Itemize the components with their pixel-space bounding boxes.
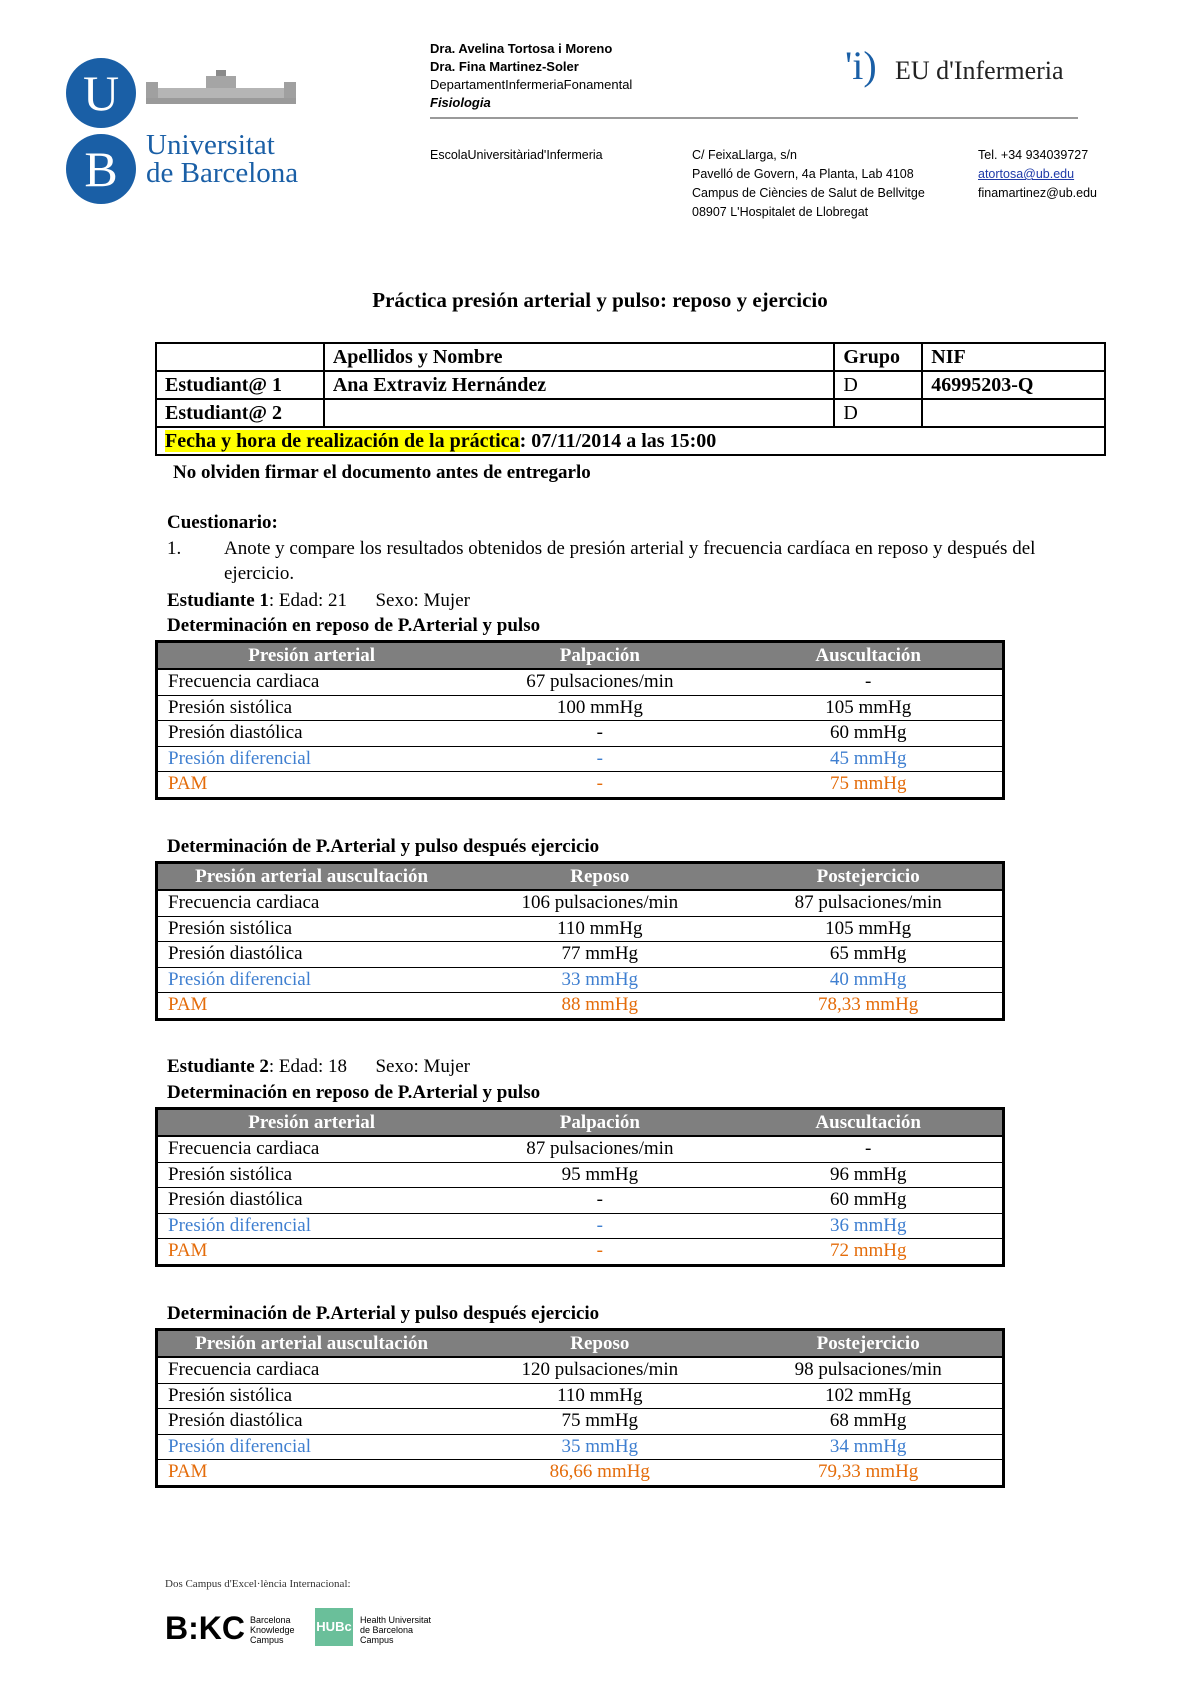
building-icon xyxy=(146,70,296,110)
table-row xyxy=(157,1434,1004,1460)
table-row xyxy=(156,343,1105,371)
row-label: PAM xyxy=(157,1460,466,1487)
table-row xyxy=(157,1188,1004,1214)
table-row xyxy=(157,890,1004,916)
table-cell: - xyxy=(465,1213,734,1239)
row-label: Presión sistólica xyxy=(157,695,466,721)
table-cell: 33 mmHg xyxy=(465,967,734,993)
row-label: Frecuencia cardiaca xyxy=(157,890,466,916)
column-header: Auscultación xyxy=(734,1109,1003,1137)
table-row xyxy=(157,1409,1004,1435)
address-line: Pavelló de Govern, 4a Planta, Lab 4108 xyxy=(692,167,914,181)
table-row xyxy=(157,993,1004,1020)
row-label: Frecuencia cardiaca xyxy=(157,1357,466,1383)
column-header: Postejercicio xyxy=(734,863,1003,891)
student-name[interactable]: Ana Extraviz Hernández xyxy=(324,371,835,399)
ub-logo-b: B xyxy=(66,134,136,204)
phone: Tel. +34 934039727 xyxy=(978,148,1089,162)
table-row xyxy=(157,1383,1004,1409)
table-cell: 34 mmHg xyxy=(734,1434,1003,1460)
bkc-caption-line: Barcelona xyxy=(250,1615,291,1625)
student-name[interactable] xyxy=(324,399,835,427)
column-header: Palpación xyxy=(465,642,734,670)
authors-block xyxy=(430,40,632,112)
table-cell: - xyxy=(465,772,734,799)
table-cell: 45 mmHg xyxy=(734,746,1003,772)
table-cell: 75 mmHg xyxy=(734,772,1003,799)
bkc-logo: B:KC xyxy=(165,1610,245,1646)
address-line: Campus de Ciències de Salut de Bellvitge xyxy=(692,186,925,200)
ub-name-line2: de Barcelona xyxy=(146,157,299,189)
row-label: Presión diferencial xyxy=(157,1434,466,1460)
table-row xyxy=(157,1136,1004,1162)
student2-exercise-title: Determinación de P.Arterial y pulso después ejercicio xyxy=(167,1303,600,1324)
bkc-caption xyxy=(250,1615,295,1645)
header-nif: NIF xyxy=(922,343,1105,371)
table-cell: 68 mmHg xyxy=(734,1409,1003,1435)
table-cell: 95 mmHg xyxy=(465,1162,734,1188)
table-cell: - xyxy=(465,721,734,747)
table-cell: 72 mmHg xyxy=(734,1239,1003,1266)
row-label: PAM xyxy=(157,1239,466,1266)
column-header: Presión arterial auscultación xyxy=(157,863,466,891)
student2-rest-title: Determinación en reposo de P.Arterial y pulso xyxy=(167,1082,541,1103)
table-cell: 60 mmHg xyxy=(734,721,1003,747)
hubc-caption xyxy=(360,1615,431,1645)
table-row xyxy=(157,1162,1004,1188)
table-cell: - xyxy=(465,1239,734,1266)
table-cell: 78,33 mmHg xyxy=(734,993,1003,1020)
ub-logo-u: U xyxy=(66,58,136,128)
student1-info: : Edad: 21 Sexo: Mujer xyxy=(268,590,470,611)
table-cell: 88 mmHg xyxy=(465,993,734,1020)
eu-logo-text: EU d'Infermeria xyxy=(895,56,1064,85)
table-row xyxy=(157,916,1004,942)
table-cell: 110 mmHg xyxy=(465,1383,734,1409)
table-cell: 75 mmHg xyxy=(465,1409,734,1435)
table-cell: 35 mmHg xyxy=(465,1434,734,1460)
table-cell: 86,66 mmHg xyxy=(465,1460,734,1487)
student-nif[interactable]: 46995203-Q xyxy=(922,371,1105,399)
table-cell: 87 pulsaciones/min xyxy=(734,890,1003,916)
row-label: PAM xyxy=(157,993,466,1020)
sign-note: No olviden firmar el documento antes de entregarlo xyxy=(173,462,591,483)
table-cell: - xyxy=(734,1136,1003,1162)
table-cell: 105 mmHg xyxy=(734,695,1003,721)
hubc-caption-line: de Barcelona xyxy=(360,1625,414,1635)
bkc-caption-line: Knowledge xyxy=(250,1625,295,1635)
row-label: Frecuencia cardiaca xyxy=(157,669,466,695)
table-cell: 77 mmHg xyxy=(465,942,734,968)
table-cell: 40 mmHg xyxy=(734,967,1003,993)
column-header: Presión arterial xyxy=(157,642,466,670)
table-row xyxy=(157,1460,1004,1487)
student2-info: : Edad: 18 Sexo: Mujer xyxy=(268,1056,470,1077)
hubc-caption-line: Campus xyxy=(360,1635,394,1645)
student1-exercise-title: Determinación de P.Arterial y pulso después ejercicio xyxy=(167,836,600,857)
student2-line xyxy=(167,1056,470,1078)
student-group[interactable]: D xyxy=(834,371,922,399)
eu-infermeria-logo xyxy=(845,42,1105,98)
student2-rest-table xyxy=(155,1107,1005,1267)
table-cell: 106 pulsaciones/min xyxy=(465,890,734,916)
campus-logos xyxy=(165,1610,465,1650)
hubc-caption-line: Health Universitat xyxy=(360,1615,432,1625)
page-title: Práctica presión arterial y pulso: reposo y ejercicio xyxy=(372,288,828,312)
table-cell: 110 mmHg xyxy=(465,916,734,942)
table-cell: 96 mmHg xyxy=(734,1162,1003,1188)
question-text: Anote y compare los resultados obtenidos de presión arterial y frecuencia cardíaca en reposo y después del ejercicio. xyxy=(224,538,1036,584)
table-cell: - xyxy=(465,1188,734,1214)
row-label: Presión diastólica xyxy=(157,942,466,968)
row-label: Presión sistólica xyxy=(157,916,466,942)
school-name: EscolaUniversitàriad'Infermeria xyxy=(430,148,603,162)
table-row xyxy=(157,1239,1004,1266)
student1-exercise-table xyxy=(155,861,1005,1021)
table-cell: 100 mmHg xyxy=(465,695,734,721)
row-label: Presión diastólica xyxy=(157,1409,466,1435)
bkc-caption-line: Campus xyxy=(250,1635,284,1645)
column-header: Auscultación xyxy=(734,642,1003,670)
student1-label: Estudiante 1 xyxy=(167,590,269,611)
column-header: Reposo xyxy=(465,863,734,891)
table-cell: 98 pulsaciones/min xyxy=(734,1357,1003,1383)
subject: Fisiologia xyxy=(430,95,491,110)
row-label: Presión diferencial xyxy=(157,1213,466,1239)
table-cell: - xyxy=(734,669,1003,695)
contact-block xyxy=(978,146,1097,203)
table-row xyxy=(157,1357,1004,1383)
eu-i-icon: 'i) xyxy=(845,43,877,88)
cuestionario-heading: Cuestionario: xyxy=(167,512,278,533)
table-row xyxy=(157,746,1004,772)
column-header: Postejercicio xyxy=(734,1330,1003,1358)
student1-line xyxy=(167,590,470,612)
question-number: 1. xyxy=(167,538,182,559)
table-row xyxy=(157,1213,1004,1239)
student-nif[interactable] xyxy=(922,399,1105,427)
row-label: Presión sistólica xyxy=(157,1162,466,1188)
footer-caption: Dos Campus d'Excel·lència Internacional: xyxy=(165,1578,351,1590)
table-row xyxy=(156,399,1105,427)
header-name: Apellidos y Nombre xyxy=(324,343,835,371)
table-cell: 67 pulsaciones/min xyxy=(465,669,734,695)
table-row xyxy=(156,371,1105,399)
ub-name xyxy=(146,131,298,187)
student2-label: Estudiante 2 xyxy=(167,1056,269,1077)
table-cell: 120 pulsaciones/min xyxy=(465,1357,734,1383)
table-cell: 87 pulsaciones/min xyxy=(465,1136,734,1162)
hubc-logo: HUBc xyxy=(315,1608,353,1646)
student-label: Estudiant@ 2 xyxy=(156,399,324,427)
address-line: C/ FeixaLlarga, s/n xyxy=(692,148,797,162)
table-cell: 65 mmHg xyxy=(734,942,1003,968)
table-row xyxy=(157,669,1004,695)
table-cell: 105 mmHg xyxy=(734,916,1003,942)
table-header-row xyxy=(157,642,1004,670)
column-header: Palpación xyxy=(465,1109,734,1137)
column-header: Presión arterial xyxy=(157,1109,466,1137)
student1-rest-table xyxy=(155,640,1005,800)
department: DepartamentInfermeriaFonamental xyxy=(430,77,633,92)
student-info-table xyxy=(155,342,1106,456)
row-label: Presión diastólica xyxy=(157,1188,466,1214)
table-cell: 102 mmHg xyxy=(734,1383,1003,1409)
row-label: Presión diastólica xyxy=(157,721,466,747)
address-block xyxy=(692,146,925,222)
row-label: PAM xyxy=(157,772,466,799)
header-divider xyxy=(430,117,1078,119)
table-header-row xyxy=(157,1330,1004,1358)
author-2: Dra. Fina Martinez-Soler xyxy=(430,59,579,74)
table-cell: 60 mmHg xyxy=(734,1188,1003,1214)
table-header-row xyxy=(157,1109,1004,1137)
table-cell: 36 mmHg xyxy=(734,1213,1003,1239)
table-row xyxy=(157,721,1004,747)
table-cell: 79,33 mmHg xyxy=(734,1460,1003,1487)
ub-logo xyxy=(66,56,316,206)
row-label: Presión diferencial xyxy=(157,967,466,993)
table-header-row xyxy=(157,863,1004,891)
student2-exercise-table xyxy=(155,1328,1005,1488)
header-group: Grupo xyxy=(834,343,922,371)
ub-name-line1: Universitat xyxy=(146,129,275,161)
table-cell xyxy=(156,343,324,371)
date-value: : 07/11/2014 a las 15:00 xyxy=(519,429,717,452)
email-2: finamartinez@ub.edu xyxy=(978,186,1098,200)
date-cell xyxy=(156,427,1105,455)
student-label: Estudiant@ 1 xyxy=(156,371,324,399)
row-label: Presión diferencial xyxy=(157,746,466,772)
table-row xyxy=(156,427,1105,455)
row-label: Presión sistólica xyxy=(157,1383,466,1409)
column-header: Presión arterial auscultación xyxy=(157,1330,466,1358)
column-header: Reposo xyxy=(465,1330,734,1358)
row-label: Frecuencia cardiaca xyxy=(157,1136,466,1162)
table-row xyxy=(157,967,1004,993)
table-cell: - xyxy=(465,746,734,772)
student-group[interactable]: D xyxy=(834,399,922,427)
email-link-1[interactable]: atortosa@ub.edu xyxy=(978,167,1075,181)
table-row xyxy=(157,772,1004,799)
student1-rest-title: Determinación en reposo de P.Arterial y pulso xyxy=(167,615,541,636)
address-line: 08907 L'Hospitalet de Llobregat xyxy=(692,205,869,219)
table-row xyxy=(157,942,1004,968)
author-1: Dra. Avelina Tortosa i Moreno xyxy=(430,41,613,56)
date-label: Fecha y hora de realización de la práctica xyxy=(165,429,520,452)
table-row xyxy=(157,695,1004,721)
